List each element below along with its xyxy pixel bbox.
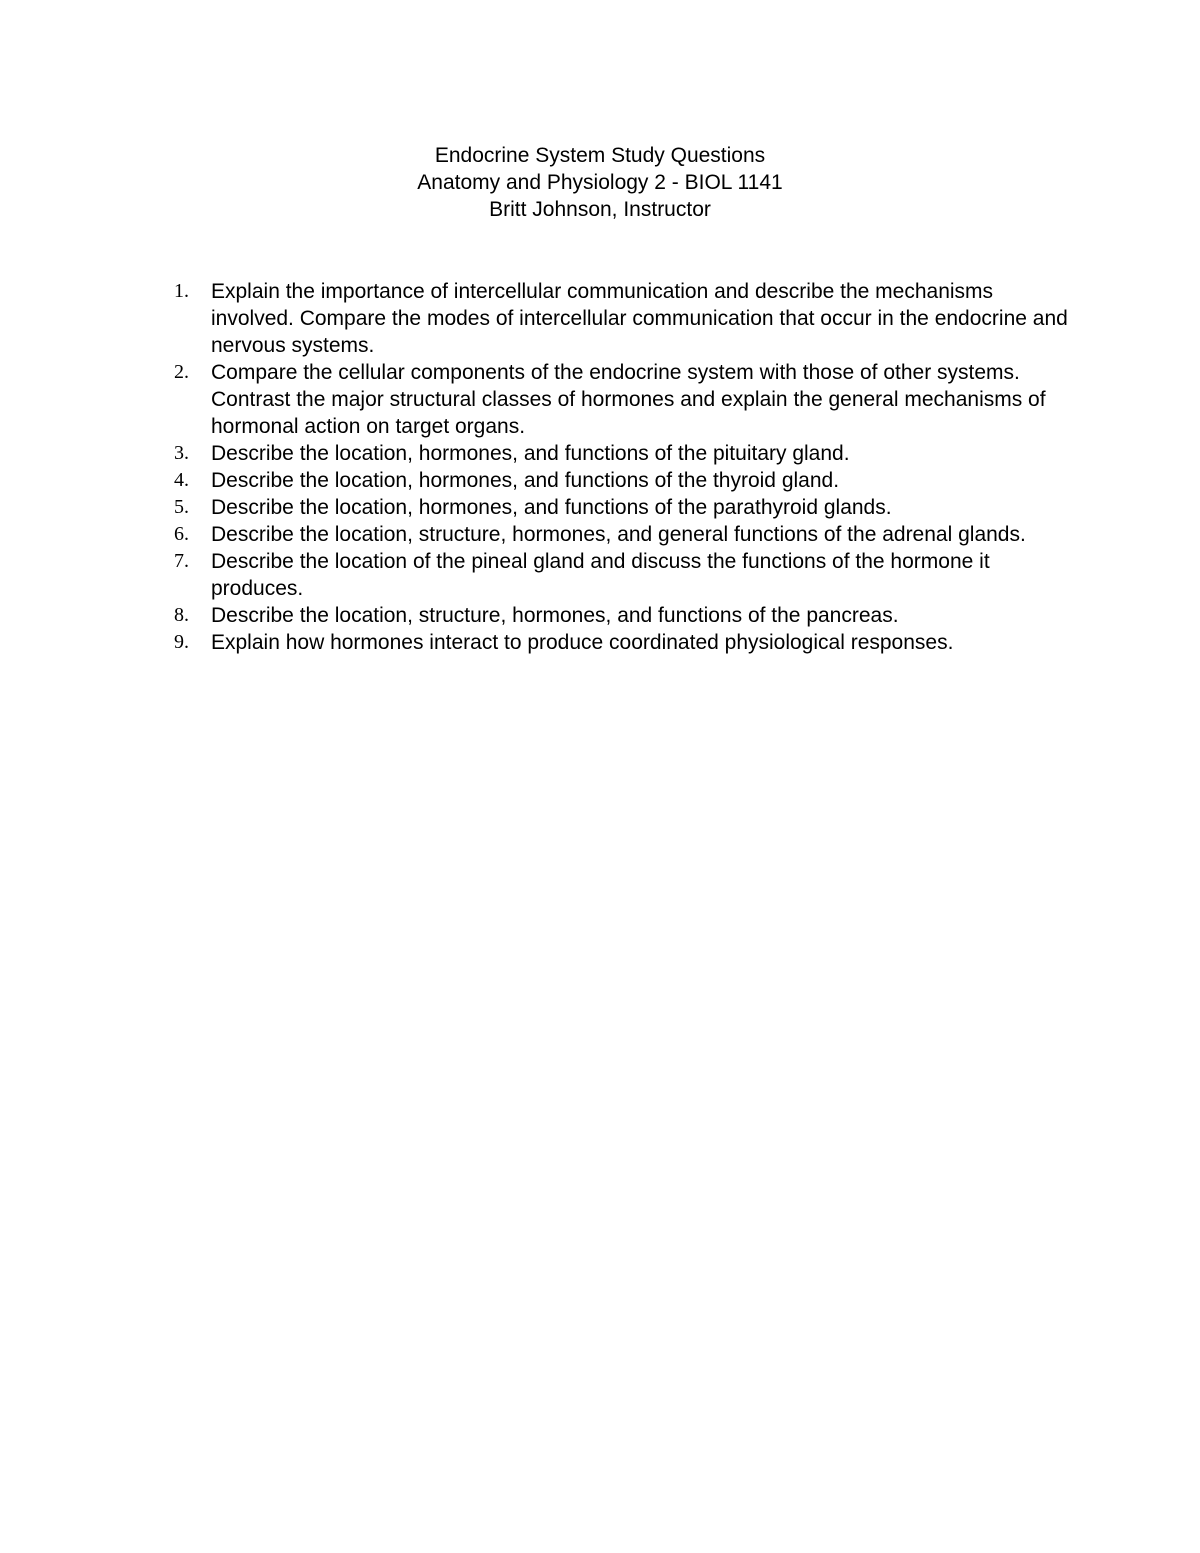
question-number: 1. — [174, 280, 189, 302]
question-item — [174, 440, 1074, 467]
question-number: 6. — [174, 523, 189, 545]
question-number: 9. — [174, 631, 189, 653]
question-text: Describe the location, structure, hormones, and functions of the pancreas. — [211, 604, 899, 627]
question-number: 3. — [174, 442, 189, 464]
question-item — [174, 359, 1074, 440]
question-text: Describe the location, structure, hormones, and general functions of the adrenal glands. — [211, 523, 1026, 546]
question-text: Explain the importance of intercellular communication and describe the mechanisms involved. Compare the modes of intercellular communication that occur in the endocrine and nervous systems. — [211, 280, 1068, 357]
document-title: Endocrine System Study Questions — [434, 144, 766, 167]
question-text: Describe the location, hormones, and functions of the parathyroid glands. — [211, 496, 892, 519]
instructor-name: Britt Johnson, Instructor — [489, 198, 711, 221]
question-item — [174, 602, 1074, 629]
document-header — [0, 142, 1200, 223]
question-text: Describe the location, hormones, and functions of the thyroid gland. — [211, 469, 840, 492]
question-number: 5. — [174, 496, 189, 518]
question-item — [174, 467, 1074, 494]
question-text: Explain how hormones interact to produce coordinated physiological responses. — [211, 631, 954, 654]
question-text: Compare the cellular components of the endocrine system with those of other systems. Contrast the major structural classes of hormones and explain the general mechanisms of hormonal action on target organs. — [211, 361, 1046, 438]
question-number: 2. — [174, 361, 189, 383]
question-number: 8. — [174, 604, 189, 626]
question-item — [174, 521, 1074, 548]
question-text: Describe the location of the pineal gland and discuss the functions of the hormone it produces. — [211, 550, 990, 600]
question-number: 7. — [174, 550, 189, 572]
question-item — [174, 629, 1074, 656]
course-name: Anatomy and Physiology 2 - BIOL 1141 — [417, 171, 783, 194]
question-text: Describe the location, hormones, and functions of the pituitary gland. — [211, 442, 850, 465]
question-item — [174, 548, 1074, 602]
question-item — [174, 494, 1074, 521]
question-number: 4. — [174, 469, 189, 491]
study-question-list — [174, 278, 1074, 656]
question-item — [174, 278, 1074, 359]
